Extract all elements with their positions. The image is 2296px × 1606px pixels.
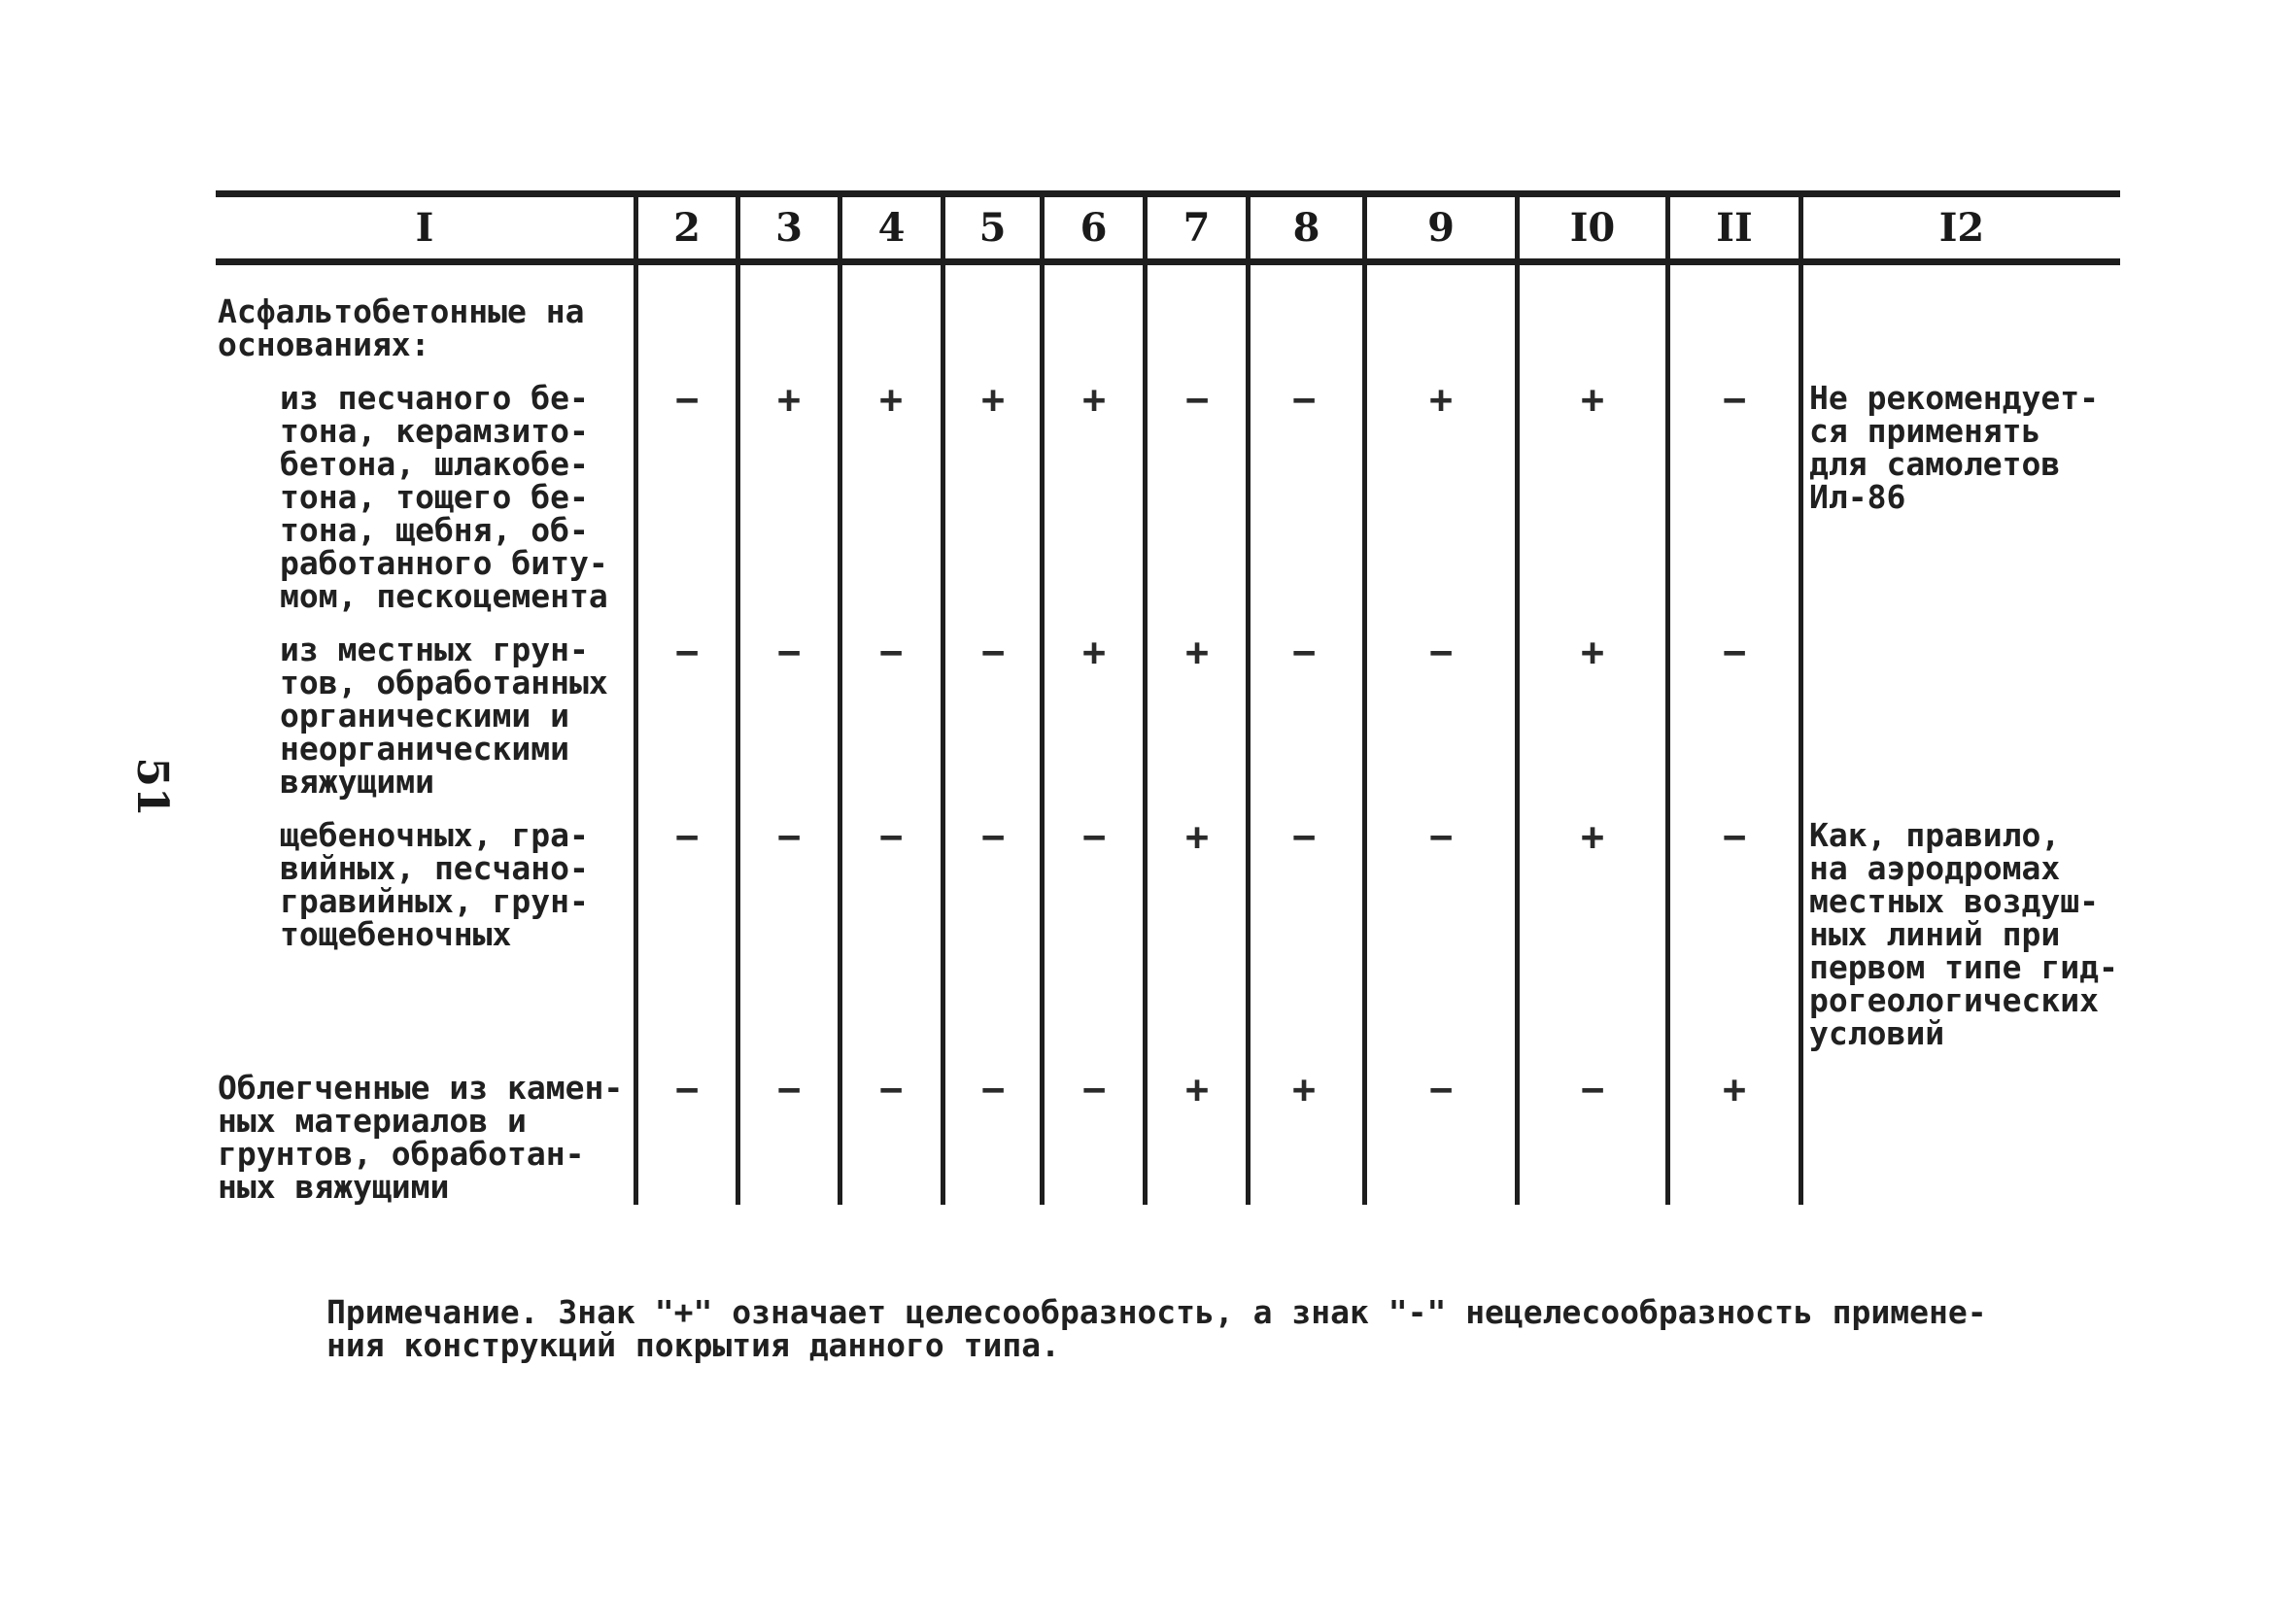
row-label: тона, щебня, об- [280,511,589,549]
suitability-mark: − [776,1068,802,1112]
suitability-mark: + [1428,378,1454,423]
table-top-rule [216,190,2120,197]
row-label: из местных грун- [280,631,589,668]
suitability-mark: − [1291,631,1317,675]
row-note: местных воздуш- [1809,882,2100,920]
row-label: тона, тощего бе- [280,478,589,516]
suitability-mark: − [674,1068,700,1112]
row-note: ных линий при [1809,915,2061,953]
suitability-mark: − [980,631,1006,675]
suitability-mark: − [1428,815,1454,860]
suitability-mark: − [878,631,904,675]
suitability-mark: − [1722,631,1747,675]
column-header: I [415,205,434,251]
row-note: ся применять [1809,412,2041,450]
row-note: Не рекомендует- [1809,379,2100,417]
row-note: первом типе гид- [1809,948,2118,986]
suitability-mark: − [674,815,700,860]
page-number: 51 [127,757,177,817]
suitability-mark: − [674,631,700,675]
row-label: органическими и [280,697,570,735]
suitability-mark: + [1722,1068,1747,1112]
suitability-mark: − [1184,378,1210,423]
row-label: бетона, шлакобе- [280,445,589,483]
suitability-mark: − [1291,815,1317,860]
suitability-mark: + [1580,815,1605,860]
row-note: на аэродромах [1809,849,2061,887]
suitability-mark: + [1081,631,1107,675]
suitability-mark: − [1081,815,1107,860]
column-rule [1040,192,1045,1205]
column-rule [1143,192,1148,1205]
column-rule [941,192,945,1205]
column-rule [1515,192,1520,1205]
column-header: 8 [1292,205,1320,251]
row-label: тона, керамзито- [280,412,589,450]
suitability-mark: − [674,378,700,423]
row-note: рогеологических [1809,981,2100,1019]
suitability-mark: − [776,815,802,860]
suitability-mark: − [1580,1068,1605,1112]
column-header: 6 [1079,205,1108,251]
column-rule [1799,192,1803,1205]
row-note: Ил-86 [1809,478,1906,516]
suitability-mark: − [1428,1068,1454,1112]
suitability-mark: + [776,378,802,423]
suitability-mark: + [1184,1068,1210,1112]
row-label: мом, пескоцемента [280,577,608,615]
suitability-mark: + [1184,631,1210,675]
row-label: тощебеночных [280,915,512,953]
suitability-mark: − [1428,631,1454,675]
row-label: Облегченные из камен- [218,1069,624,1107]
column-rule [1362,192,1367,1205]
column-rule [634,192,638,1205]
column-rule [736,192,740,1205]
footnote-line: Примечание. Знак "+" означает целесообразность, а знак "-" нецелесообразность примене- [326,1293,1987,1331]
suitability-mark: + [1081,378,1107,423]
row-note: условий [1809,1014,1945,1052]
footnote-line: ния конструкций покрытия данного типа. [326,1326,1060,1364]
row-label: тов, обработанных [280,664,608,701]
column-header: 3 [775,205,803,251]
suitability-mark: + [1580,378,1605,423]
suitability-mark: − [1722,815,1747,860]
row-label: из песчаного бе- [280,379,589,417]
column-header: 9 [1427,205,1455,251]
suitability-mark: − [878,815,904,860]
suitability-mark: + [1184,815,1210,860]
column-header: 4 [877,205,906,251]
suitability-mark: − [980,815,1006,860]
column-rule [1665,192,1670,1205]
row-label: вийных, песчано- [280,849,589,887]
row-label: вяжущими [280,763,434,801]
row-note: Как, правило, [1809,816,2061,854]
row-label: гравийных, грун- [280,882,589,920]
section-title: Асфальтобетонные на [218,292,585,330]
row-label: работанного биту- [280,544,608,582]
suitability-mark: + [1291,1068,1317,1112]
suitability-mark: − [776,631,802,675]
column-header: 7 [1182,205,1211,251]
column-rule [1246,192,1251,1205]
column-header: II [1716,205,1753,251]
column-header: I0 [1569,205,1616,251]
suitability-mark: − [1291,378,1317,423]
row-label: ных материалов и [218,1102,527,1140]
suitability-mark: − [980,1068,1006,1112]
row-note: для самолетов [1809,445,2061,483]
suitability-mark: − [1722,378,1747,423]
suitability-mark: − [1081,1068,1107,1112]
column-header: 2 [673,205,701,251]
column-header: I2 [1938,205,1985,251]
suitability-mark: + [980,378,1006,423]
column-header: 5 [978,205,1007,251]
suitability-mark: + [1580,631,1605,675]
header-bottom-rule [216,258,2120,265]
suitability-mark: + [878,378,904,423]
row-label: щебеночных, гра- [280,816,589,854]
row-label: грунтов, обработан- [218,1135,585,1173]
suitability-mark: − [878,1068,904,1112]
section-title: основаниях: [218,325,430,363]
column-rule [838,192,842,1205]
row-label: ных вяжущими [218,1168,450,1206]
row-label: неорганическими [280,730,570,768]
